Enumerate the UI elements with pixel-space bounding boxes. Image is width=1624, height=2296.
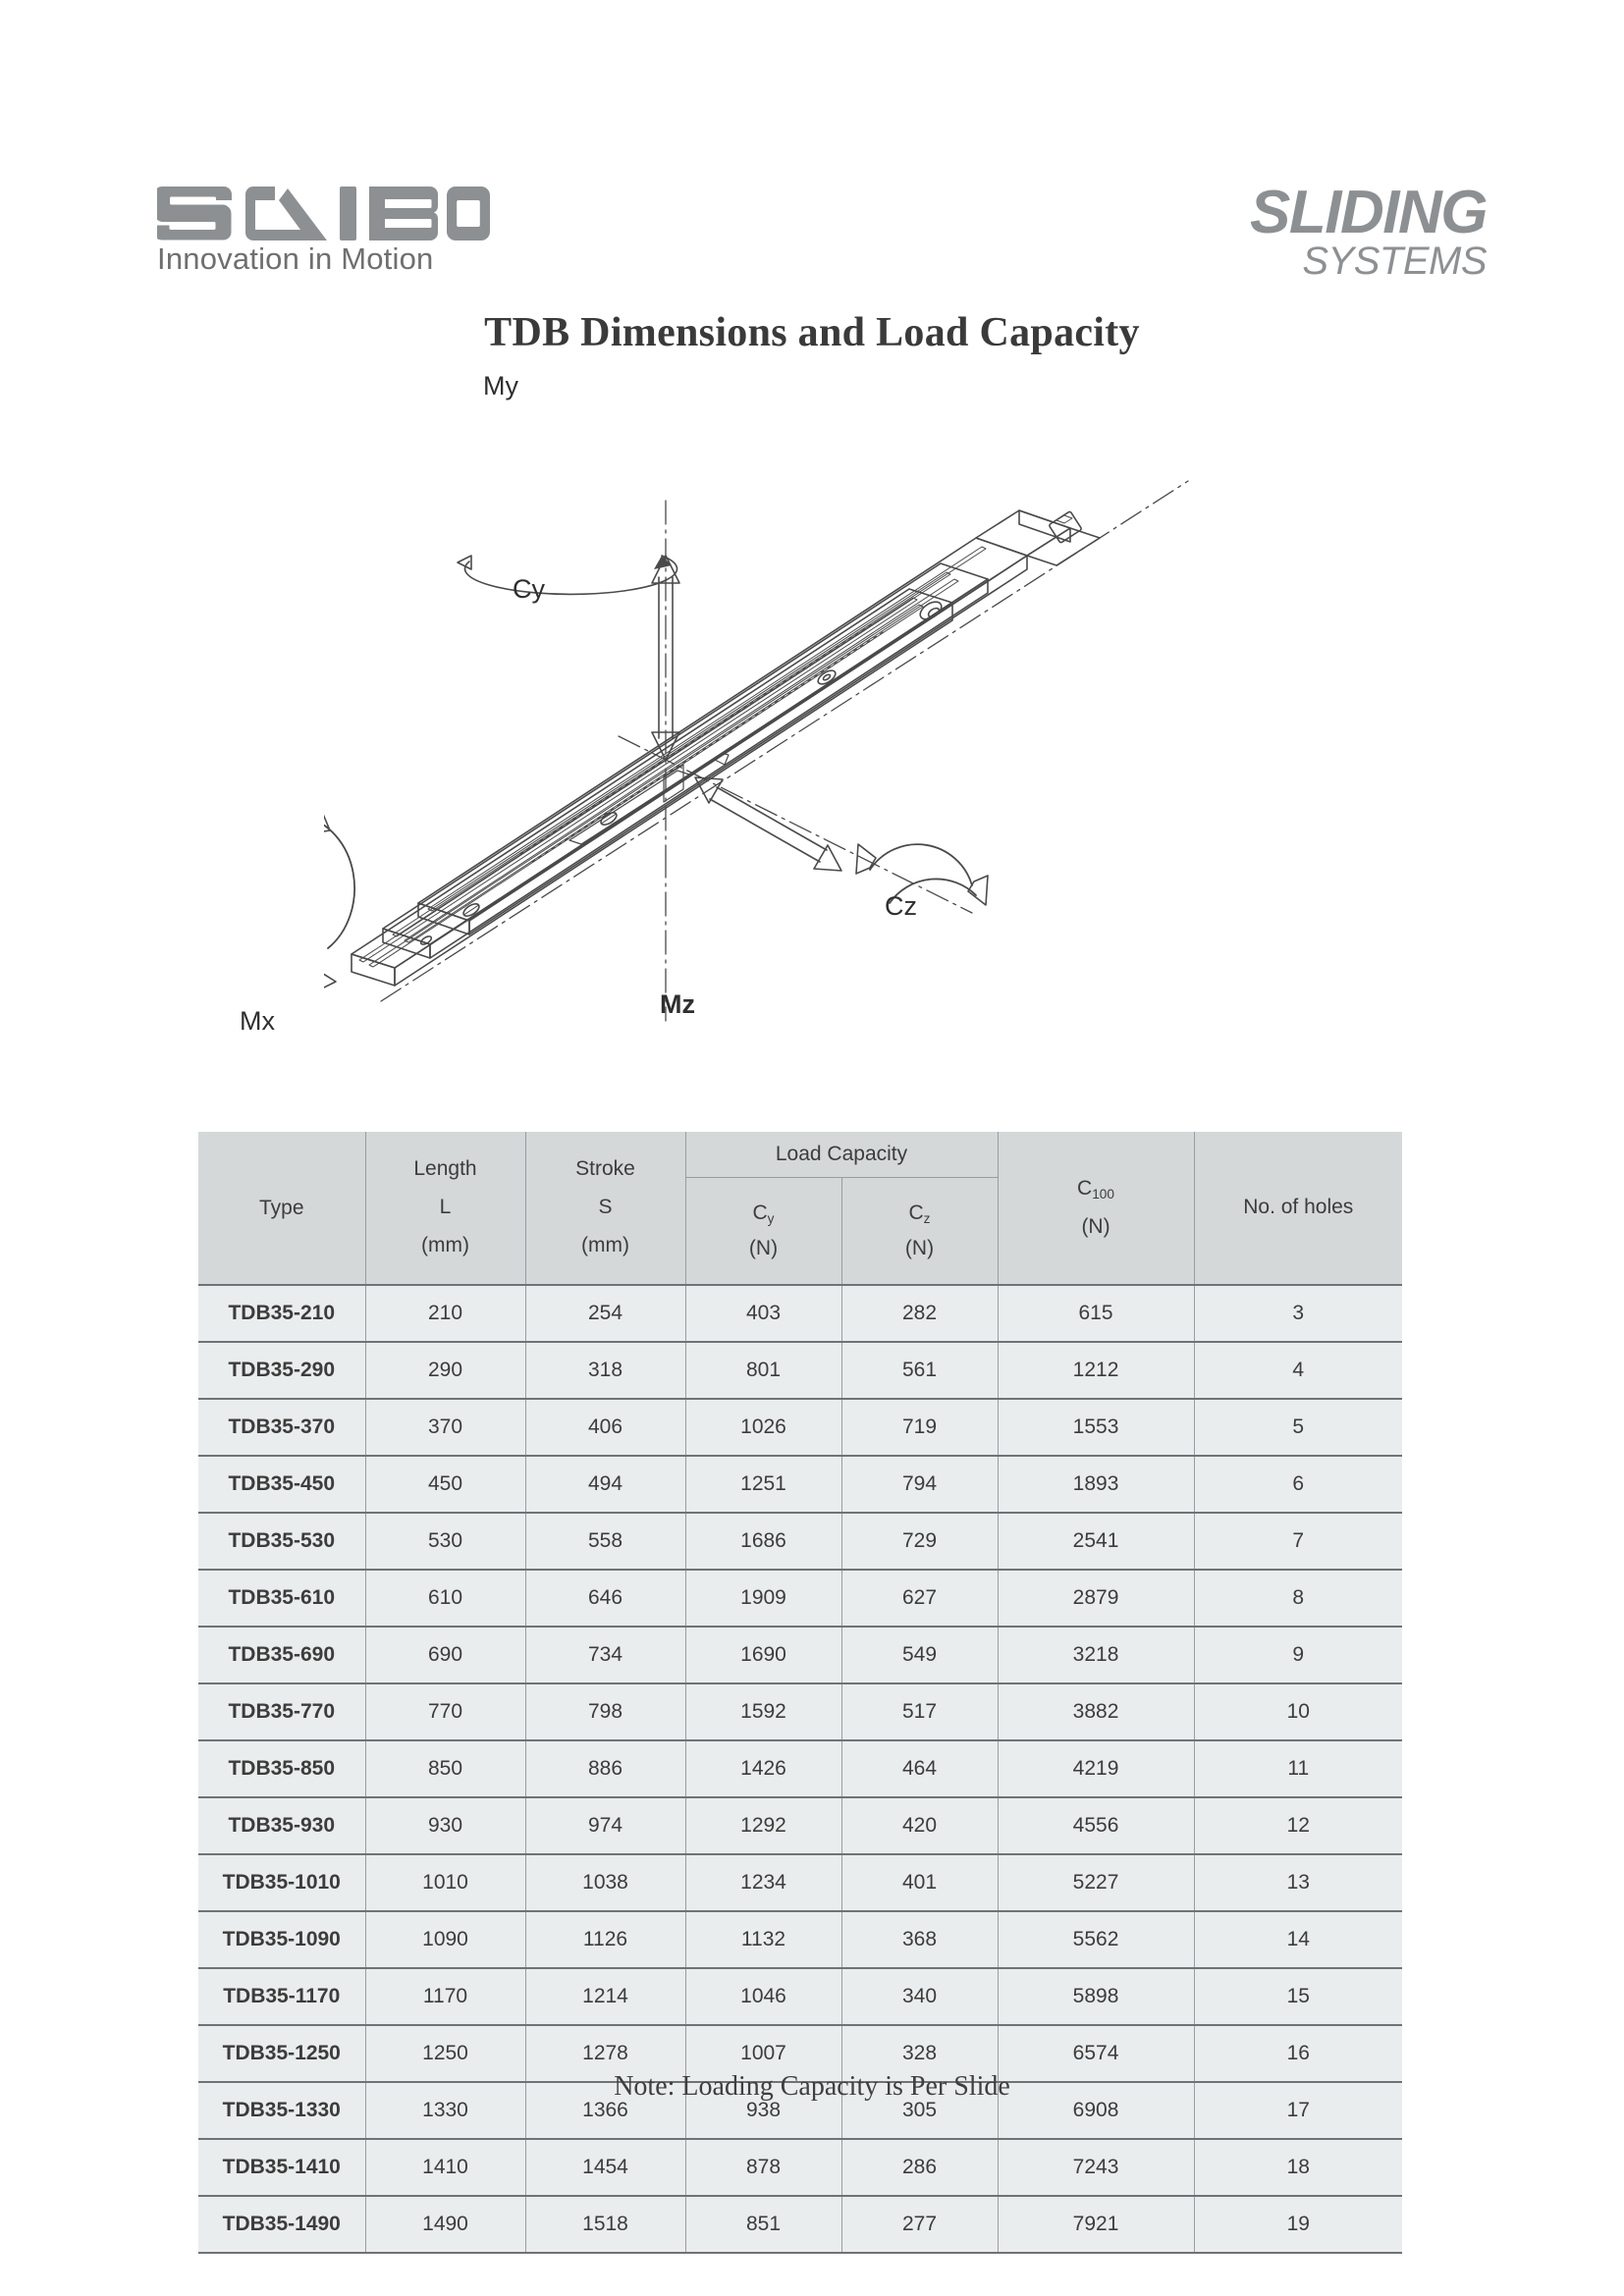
cell-holes: 13: [1194, 1854, 1402, 1911]
cell-length: 290: [365, 1342, 525, 1399]
cell-cy: 1690: [685, 1627, 841, 1683]
col-header-length: [365, 1132, 525, 1285]
table-row: [198, 1911, 1402, 1968]
cell-holes: 11: [1194, 1740, 1402, 1797]
cell-stroke: 494: [525, 1456, 685, 1513]
cell-type: TDB35-770: [198, 1683, 365, 1740]
cell-holes: 8: [1194, 1570, 1402, 1627]
cell-holes: 6: [1194, 1456, 1402, 1513]
cell-holes: 10: [1194, 1683, 1402, 1740]
cell-cy: 1251: [685, 1456, 841, 1513]
cz-subscript: z: [923, 1211, 931, 1227]
col-header-length-line3: (mm): [421, 1233, 469, 1256]
table-row: [198, 1627, 1402, 1683]
cell-holes: 18: [1194, 2139, 1402, 2196]
cell-stroke: 406: [525, 1399, 685, 1456]
table-row: [198, 1456, 1402, 1513]
cell-type: TDB35-1250: [198, 2025, 365, 2082]
diagram-label-cz: Cz: [885, 891, 917, 921]
cell-type: TDB35-1490: [198, 2196, 365, 2253]
table-row: [198, 1740, 1402, 1797]
cell-c100: 5227: [998, 1854, 1194, 1911]
col-header-length-line1: Length: [413, 1157, 477, 1181]
cell-holes: 14: [1194, 1911, 1402, 1968]
cell-cy: 1026: [685, 1399, 841, 1456]
table-body: [198, 1285, 1402, 2253]
col-header-cy-unit: (N): [748, 1237, 779, 1259]
table-row: [198, 1570, 1402, 1627]
cell-c100: 3218: [998, 1627, 1194, 1683]
cell-c100: 4219: [998, 1740, 1194, 1797]
cell-type: TDB35-530: [198, 1513, 365, 1570]
col-header-c100-unit: (N): [1081, 1214, 1110, 1238]
cell-cz: 340: [841, 1968, 998, 2025]
cell-stroke: 646: [525, 1570, 685, 1627]
cell-c100: 2879: [998, 1570, 1194, 1627]
cell-type: TDB35-930: [198, 1797, 365, 1854]
cell-c100: 1212: [998, 1342, 1194, 1399]
cell-holes: 19: [1194, 2196, 1402, 2253]
cell-holes: 9: [1194, 1627, 1402, 1683]
col-header-load-capacity-group: Load Capacity: [685, 1132, 998, 1178]
cell-length: 1250: [365, 2025, 525, 2082]
cell-cy: 1046: [685, 1968, 841, 2025]
cell-length: 1410: [365, 2139, 525, 2196]
cell-length: 850: [365, 1740, 525, 1797]
cell-c100: 7921: [998, 2196, 1194, 2253]
cell-c100: 615: [998, 1285, 1194, 1342]
col-header-type: Type: [198, 1132, 365, 1285]
cell-holes: 16: [1194, 2025, 1402, 2082]
diagram-label-mx: Mx: [240, 1006, 275, 1036]
cell-cz: 305: [841, 2082, 998, 2139]
cy-subscript: y: [767, 1211, 775, 1227]
cell-cz: 368: [841, 1911, 998, 1968]
saibo-tagline: Innovation in Motion: [157, 241, 434, 276]
cell-length: 450: [365, 1456, 525, 1513]
cell-length: 1090: [365, 1911, 525, 1968]
cell-cy: 851: [685, 2196, 841, 2253]
table-header-row-1: [198, 1132, 1402, 1178]
cell-stroke: 1278: [525, 2025, 685, 2082]
cell-type: TDB35-1330: [198, 2082, 365, 2139]
cell-length: 370: [365, 1399, 525, 1456]
table-row: [198, 1797, 1402, 1854]
cell-c100: 1553: [998, 1399, 1194, 1456]
cell-stroke: 1454: [525, 2139, 685, 2196]
diagram-label-mz: Mz: [660, 989, 695, 1019]
cell-cz: 277: [841, 2196, 998, 2253]
cell-holes: 5: [1194, 1399, 1402, 1456]
cell-cy: 1592: [685, 1683, 841, 1740]
col-header-cz-symbol: [843, 1196, 997, 1231]
cell-holes: 7: [1194, 1513, 1402, 1570]
cell-type: TDB35-1170: [198, 1968, 365, 2025]
cell-cz: 719: [841, 1399, 998, 1456]
cell-stroke: 974: [525, 1797, 685, 1854]
cell-c100: 5562: [998, 1911, 1194, 1968]
c100-c: C: [1077, 1176, 1093, 1200]
saibo-wordmark-icon: [157, 183, 491, 243]
col-header-c100-symbol: [999, 1170, 1194, 1208]
cell-cz: 420: [841, 1797, 998, 1854]
cell-cz: 627: [841, 1570, 998, 1627]
table-row: [198, 1342, 1402, 1399]
col-header-stroke-line1: Stroke: [575, 1157, 635, 1181]
cell-stroke: 1126: [525, 1911, 685, 1968]
cell-type: TDB35-210: [198, 1285, 365, 1342]
cell-cz: 286: [841, 2139, 998, 2196]
cell-cz: 794: [841, 1456, 998, 1513]
cell-stroke: 1518: [525, 2196, 685, 2253]
sliding-systems-line1: SLIDING: [1250, 179, 1487, 246]
col-header-stroke-line3: (mm): [581, 1233, 629, 1256]
table-row: [198, 1285, 1402, 1342]
cell-cz: 328: [841, 2025, 998, 2082]
cell-cy: 878: [685, 2139, 841, 2196]
diagram-label-cy: Cy: [513, 574, 545, 604]
cell-cz: 401: [841, 1854, 998, 1911]
cell-stroke: 318: [525, 1342, 685, 1399]
cell-cz: 282: [841, 1285, 998, 1342]
cell-type: TDB35-1010: [198, 1854, 365, 1911]
cell-cy: 1292: [685, 1797, 841, 1854]
col-header-cz: [841, 1178, 998, 1286]
cell-stroke: 1366: [525, 2082, 685, 2139]
table-row: [198, 1399, 1402, 1456]
col-header-c100: [998, 1132, 1194, 1285]
cell-cz: 464: [841, 1740, 998, 1797]
cell-c100: 3882: [998, 1683, 1194, 1740]
cell-c100: 6908: [998, 2082, 1194, 2139]
table-row: [198, 1513, 1402, 1570]
cell-holes: 12: [1194, 1797, 1402, 1854]
table-row: [198, 1968, 1402, 2025]
col-header-length-line2: L: [439, 1196, 452, 1219]
cell-length: 770: [365, 1683, 525, 1740]
cy-c: C: [752, 1201, 768, 1225]
cell-stroke: 734: [525, 1627, 685, 1683]
cell-holes: 17: [1194, 2082, 1402, 2139]
cell-c100: 2541: [998, 1513, 1194, 1570]
cell-cy: 1686: [685, 1513, 841, 1570]
col-header-stroke: [525, 1132, 685, 1285]
col-header-cz-unit: (N): [904, 1237, 935, 1259]
cell-length: 690: [365, 1627, 525, 1683]
col-header-holes: No. of holes: [1194, 1132, 1402, 1285]
cell-type: TDB35-450: [198, 1456, 365, 1513]
cell-cy: 1132: [685, 1911, 841, 1968]
footer-note: Note: Loading Capacity is Per Slide: [614, 2071, 1010, 2102]
cell-cz: 561: [841, 1342, 998, 1399]
cell-type: TDB35-690: [198, 1627, 365, 1683]
slide-load-diagram: [240, 371, 1208, 1036]
table-row: [198, 2196, 1402, 2253]
saibo-logo: [157, 183, 530, 277]
cell-stroke: 254: [525, 1285, 685, 1342]
cell-cz: 729: [841, 1513, 998, 1570]
table-row: [198, 2139, 1402, 2196]
cell-type: TDB35-290: [198, 1342, 365, 1399]
cell-length: 1330: [365, 2082, 525, 2139]
cell-length: 1010: [365, 1854, 525, 1911]
cell-cy: 801: [685, 1342, 841, 1399]
cz-c: C: [908, 1201, 924, 1225]
cell-holes: 3: [1194, 1285, 1402, 1342]
cell-c100: 7243: [998, 2139, 1194, 2196]
cell-stroke: 1038: [525, 1854, 685, 1911]
cell-length: 610: [365, 1570, 525, 1627]
slide-diagram-svg: [324, 393, 1208, 1031]
cell-stroke: 558: [525, 1513, 685, 1570]
cell-holes: 4: [1194, 1342, 1402, 1399]
cell-c100: 1893: [998, 1456, 1194, 1513]
cell-stroke: 886: [525, 1740, 685, 1797]
cell-cz: 517: [841, 1683, 998, 1740]
cell-length: 210: [365, 1285, 525, 1342]
cell-type: TDB35-370: [198, 1399, 365, 1456]
page-title: TDB Dimensions and Load Capacity: [484, 310, 1140, 355]
cell-cy: 1426: [685, 1740, 841, 1797]
cell-cy: 1234: [685, 1854, 841, 1911]
cell-length: 530: [365, 1513, 525, 1570]
table-row: [198, 1854, 1402, 1911]
cell-c100: 6574: [998, 2025, 1194, 2082]
cell-type: TDB35-850: [198, 1740, 365, 1797]
c100-subscript: 100: [1092, 1186, 1114, 1201]
cell-length: 1490: [365, 2196, 525, 2253]
cell-cy: 403: [685, 1285, 841, 1342]
col-header-cy-symbol: [687, 1196, 840, 1231]
sliding-systems-line2: SYSTEMS: [1302, 240, 1487, 284]
cell-cy: 1007: [685, 2025, 841, 2082]
cell-length: 930: [365, 1797, 525, 1854]
cell-type: TDB35-1090: [198, 1911, 365, 1968]
cell-type: TDB35-610: [198, 1570, 365, 1627]
col-header-cy: [685, 1178, 841, 1286]
diagram-label-my: My: [483, 371, 518, 400]
cell-type: TDB35-1410: [198, 2139, 365, 2196]
cell-cy: 1909: [685, 1570, 841, 1627]
cell-stroke: 798: [525, 1683, 685, 1740]
table-row: [198, 1683, 1402, 1740]
cell-cy: 938: [685, 2082, 841, 2139]
table-head: [198, 1132, 1402, 1285]
cell-c100: 5898: [998, 1968, 1194, 2025]
cell-holes: 15: [1194, 1968, 1402, 2025]
col-header-stroke-line2: S: [598, 1196, 613, 1219]
cell-stroke: 1214: [525, 1968, 685, 2025]
sliding-systems-logo: [1250, 179, 1487, 284]
cell-c100: 4556: [998, 1797, 1194, 1854]
cell-length: 1170: [365, 1968, 525, 2025]
cell-cz: 549: [841, 1627, 998, 1683]
